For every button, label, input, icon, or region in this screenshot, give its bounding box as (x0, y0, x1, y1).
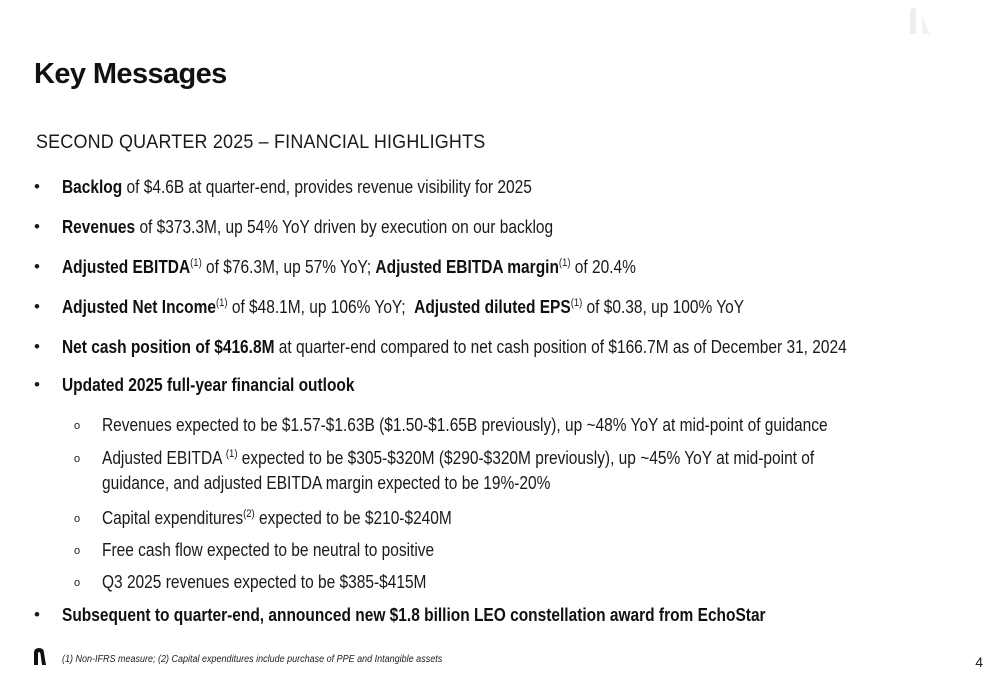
bullet-bold-label: Revenues (62, 217, 136, 237)
sub-bullet-text: guidance, and adjusted EBITDA margin expected to be 19%-20% (102, 473, 551, 493)
sub-bullet-text: expected to be $210-$240M (254, 508, 452, 528)
sub-bullet-marker: o (74, 577, 81, 589)
bullet-dot: • (34, 337, 40, 356)
footnote: (1) Non-IFRS measure; (2) Capital expenditures include purchase of PPE and Intangible assets (62, 654, 443, 665)
sub-bullet-text: Adjusted EBITDA (102, 448, 226, 468)
bullet-bold-label: Adjusted EBITDA (62, 257, 191, 277)
bullet-text: of $0.38, up 100% YoY (582, 297, 745, 317)
bullet-bold-label: Net cash position of $416.8M (62, 337, 275, 357)
footnote-ref: (1) (570, 297, 583, 309)
bullet-text: at quarter-end compared to net cash position of $166.7M as of December 31, 2024 (274, 337, 847, 357)
sub-bullet-marker: o (74, 545, 81, 557)
sub-bullet-text: Revenues expected to be $1.57-$1.63B ($1.50-$1.65B previously), up ~48% YoY at mid-point of guidance (102, 415, 828, 435)
page-title: Key Messages (34, 58, 227, 90)
sub-bullet-text: Capital expenditures (102, 508, 244, 528)
footnote-ref: (1) (225, 448, 238, 460)
sub-bullet-text: expected to be $305-$320M ($290-$320M previously), up ~45% YoY at mid-point of (237, 448, 815, 468)
bullet-bold-label: Subsequent to quarter-end, announced new $1.8 billion LEO constellation award from EchoStar (62, 605, 766, 625)
sub-bullet-marker: o (74, 453, 81, 465)
bullet-text: of $373.3M, up 54% YoY driven by execution on our backlog (135, 217, 554, 237)
page-number: 4 (975, 654, 983, 670)
bullet-bold-label: Updated 2025 full-year financial outlook (62, 375, 355, 395)
bullet-dot: • (34, 375, 40, 394)
bullet-text: of 20.4% (570, 257, 636, 277)
bullet-text: of $76.3M, up 57% YoY; (201, 257, 376, 277)
bullet-bold-label: Adjusted EBITDA margin (375, 257, 559, 277)
bullet-dot: • (34, 217, 40, 236)
footnote-ref: (2) (243, 508, 255, 520)
bullet-bold-label: Adjusted Net Income (62, 297, 216, 317)
sub-bullet-text: Q3 2025 revenues expected to be $385-$415M (102, 572, 427, 592)
bullet-bold-label: Backlog (62, 177, 123, 197)
footnote-ref: (1) (215, 297, 228, 309)
bullet-dot: • (34, 177, 40, 196)
bullet-dot: • (34, 605, 40, 624)
sub-bullet-text: Free cash flow expected to be neutral to positive (102, 540, 435, 560)
bullet-text: of $48.1M, up 106% YoY; (227, 297, 415, 317)
footnote-ref: (1) (190, 257, 202, 269)
sub-bullet-marker: o (74, 420, 81, 432)
bullet-text: of $4.6B at quarter-end, provides revenue visibility for 2025 (122, 177, 532, 197)
bullet-dot: • (34, 257, 40, 276)
watermark-logo-icon (902, 6, 938, 36)
bullet-bold-label: Adjusted diluted EPS (414, 297, 571, 317)
footnote-ref: (1) (558, 257, 571, 269)
bullet-dot: • (34, 297, 40, 316)
sub-bullet-marker: o (74, 513, 81, 525)
company-logo-icon (33, 648, 47, 665)
section-subtitle: SECOND QUARTER 2025 – FINANCIAL HIGHLIGHTS (36, 131, 486, 153)
